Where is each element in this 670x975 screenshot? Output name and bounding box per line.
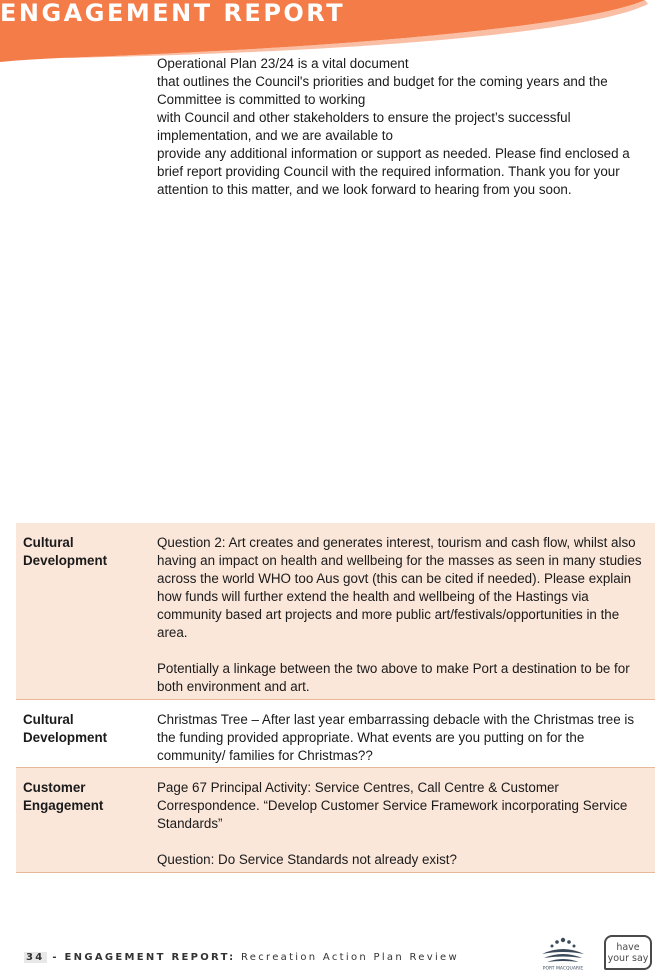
row-comment bbox=[157, 711, 653, 767]
feedback-table bbox=[16, 523, 655, 873]
comment-paragraph: Question 2: Art creates and generates interest, tourism and cash flow, whilst also having an impact on health and wellbeing for the masses as seen in many studies across the world WHO too Aus govt (this can be cited if needed). Please explain how funds will further extend the health and wellbeing of the Hastings via community based art projects and more public art/festivals/opportunities in the area. bbox=[157, 535, 642, 640]
row-comment bbox=[157, 779, 653, 872]
hys-line1: have bbox=[616, 942, 640, 953]
footer-doc-title: Recreation Action Plan Review bbox=[235, 952, 459, 963]
hys-line2: your say bbox=[607, 953, 649, 964]
footer-report-label: ENGAGEMENT REPORT: bbox=[64, 952, 236, 963]
council-logo bbox=[538, 934, 588, 970]
comment-paragraph: Question: Do Service Standards not already exist? bbox=[157, 852, 457, 867]
row-comment bbox=[157, 534, 653, 699]
page-number: 34 bbox=[26, 952, 45, 963]
intro-line: that outlines the Council's priorities and budget for the coming years and the Committee is committed to working bbox=[157, 74, 608, 107]
have-your-say-logo bbox=[604, 935, 652, 970]
row-category: Customer Engagement bbox=[23, 780, 104, 813]
comment-paragraph: Potentially a linkage between the two above to make Port a destination to be for both environment and art. bbox=[157, 661, 630, 694]
row-category: Cultural Development bbox=[23, 535, 108, 568]
council-logo-text: PORT MACQUARIE bbox=[542, 966, 584, 970]
intro-line: provide any additional information or support as needed. Please find enclosed a brief report providing Council with the required information. Thank you for your attention to this matter, and we look forward to hearing from you soon. bbox=[157, 146, 630, 197]
table-row bbox=[16, 700, 655, 768]
intro-line: with Council and other stakeholders to ensure the project’s successful implementation, and we are available to bbox=[157, 110, 571, 143]
intro-line: Operational Plan 23/24 is a vital document bbox=[157, 56, 409, 71]
council-logo-icon bbox=[538, 934, 588, 970]
comment-paragraph: Christmas Tree – After last year embarrassing debacle with the Christmas tree is the funding provided appropriate. What events are you putting on for the community/ families for Christmas?? bbox=[157, 712, 635, 763]
intro-text bbox=[157, 55, 647, 199]
table-row bbox=[16, 768, 655, 873]
comment-paragraph: Page 67 Principal Activity: Service Centres, Call Centre & Customer Correspondence. “Develop Customer Service Framework incorporating Service Standards” bbox=[157, 780, 628, 831]
table-row bbox=[16, 523, 655, 700]
header-title: ENGAGEMENT REPORT bbox=[0, 0, 346, 27]
row-category: Cultural Development bbox=[23, 712, 108, 745]
page-footer bbox=[24, 952, 459, 963]
footer-separator: - bbox=[46, 952, 65, 963]
